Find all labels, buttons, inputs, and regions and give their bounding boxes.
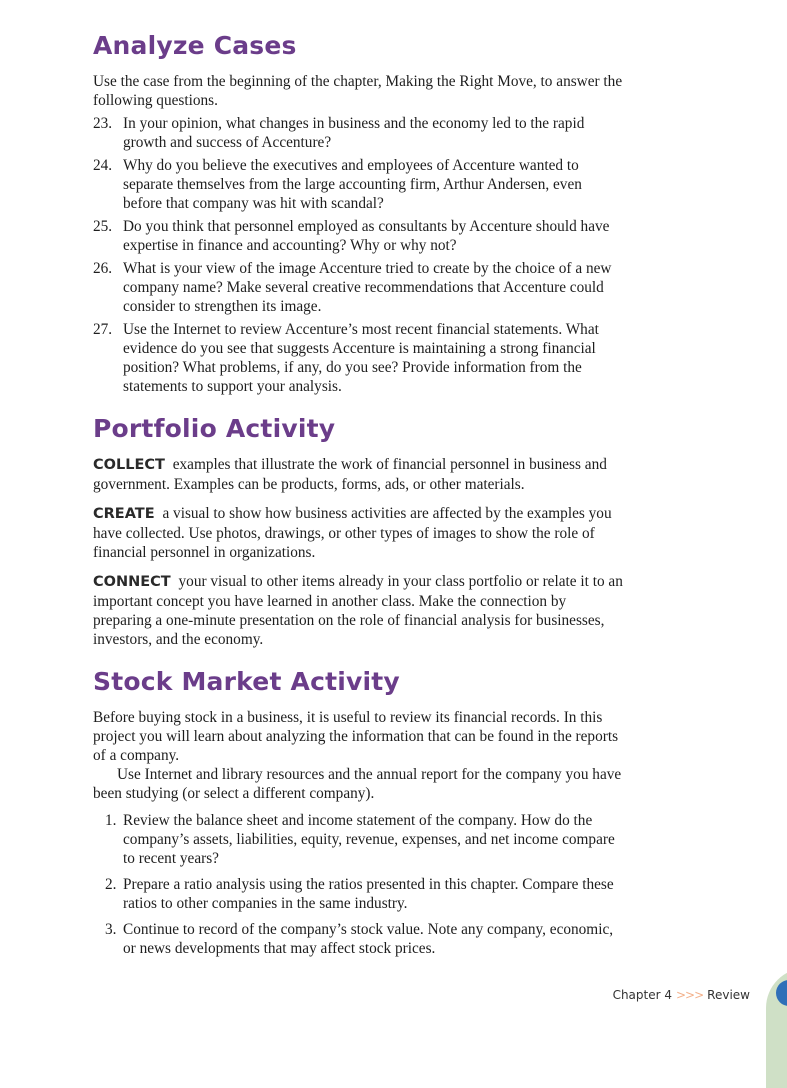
analyze-intro: Use the case from the beginning of the chapter, Making the Right Move, to answer the following questions. bbox=[93, 73, 623, 109]
collect-keyword: COLLECT bbox=[93, 457, 165, 473]
stock-paragraph-1: Before buying stock in a business, it is useful to review its financial records. In this project you will learn about analyzing the information that can be found in the reports of a company. bbox=[93, 709, 619, 764]
question-item bbox=[93, 320, 623, 396]
question-text: What is your view of the image Accenture tried to create by the choice of a new company name? Make several creative recommendations that Accenture could consider to strengthen its image. bbox=[123, 260, 612, 315]
page-footer bbox=[613, 988, 750, 1002]
stock-market-activity-section bbox=[93, 666, 623, 958]
stock-paragraph-2: Use Internet and library resources and the annual report for the company you have been studying (or select a different company). bbox=[93, 766, 622, 802]
connect-keyword: CONNECT bbox=[93, 574, 171, 590]
portfolio-activity-heading: Portfolio Activity bbox=[93, 414, 336, 443]
question-item bbox=[93, 156, 623, 213]
question-item bbox=[93, 259, 623, 316]
step-number: 1. bbox=[105, 812, 117, 829]
question-number: 23. bbox=[93, 115, 113, 132]
stock-market-activity-heading: Stock Market Activity bbox=[93, 667, 400, 696]
connect-text: your visual to other items already in your class portfolio or relate it to an important concept you have learned in another class. Make the connection by preparing a one-minute presentation on the role of financial analysis for businesses, investors, and the economy. bbox=[93, 573, 623, 648]
collect-text: examples that illustrate the work of financial personnel in business and government. Examples can be products, forms, ads, or other materials. bbox=[93, 456, 607, 493]
step-number: 2. bbox=[105, 876, 117, 893]
footer-separator: >>> bbox=[676, 988, 704, 1002]
analyze-cases-heading: Analyze Cases bbox=[93, 31, 297, 60]
step-text: Continue to record of the company’s stock value. Note any company, economic, or news developments that may affect stock prices. bbox=[123, 921, 614, 957]
question-text: Do you think that personnel employed as consultants by Accenture should have expertise in finance and accounting? Why or why not? bbox=[123, 218, 610, 254]
question-number: 24. bbox=[93, 157, 113, 174]
create-paragraph bbox=[93, 504, 623, 562]
step-item bbox=[105, 875, 623, 913]
question-item bbox=[93, 114, 623, 152]
question-number: 25. bbox=[93, 218, 113, 235]
question-text: In your opinion, what changes in business and the economy led to the rapid growth and success of Accenture? bbox=[123, 115, 585, 151]
question-number: 26. bbox=[93, 260, 113, 277]
step-list bbox=[93, 811, 623, 958]
step-text: Review the balance sheet and income statement of the company. How do the company’s assets, liabilities, equity, revenue, expenses, and net income compare to recent years? bbox=[123, 812, 615, 867]
analyze-cases-section bbox=[93, 30, 623, 396]
question-text: Why do you believe the executives and employees of Accenture wanted to separate themselves from the large accounting firm, Arthur Andersen, even before that company was hit with scandal? bbox=[123, 157, 582, 212]
question-item bbox=[93, 217, 623, 255]
step-item bbox=[105, 811, 623, 868]
question-text: Use the Internet to review Accenture’s most recent financial statements. What evidence do you see that suggests Accenture is maintaining a strong financial position? What problems, if any, do you see? Provide information from the statements to support your analysis. bbox=[123, 321, 599, 395]
question-list bbox=[93, 114, 623, 396]
step-text: Prepare a ratio analysis using the ratios presented in this chapter. Compare these ratios to other companies in the same industry. bbox=[123, 876, 614, 912]
portfolio-activity-section bbox=[93, 413, 623, 649]
connect-paragraph bbox=[93, 572, 623, 649]
create-text: a visual to show how business activities are affected by the examples you have collected. Use photos, drawings, or other types of images to show the role of financial personnel in organizations. bbox=[93, 505, 612, 561]
create-keyword: CREATE bbox=[93, 506, 155, 522]
page-content bbox=[93, 30, 623, 965]
step-item bbox=[105, 920, 623, 958]
question-number: 27. bbox=[93, 321, 113, 338]
footer-section: Review bbox=[707, 988, 750, 1002]
footer-chapter: Chapter 4 bbox=[612, 988, 672, 1002]
step-number: 3. bbox=[105, 921, 117, 938]
collect-paragraph bbox=[93, 455, 623, 494]
